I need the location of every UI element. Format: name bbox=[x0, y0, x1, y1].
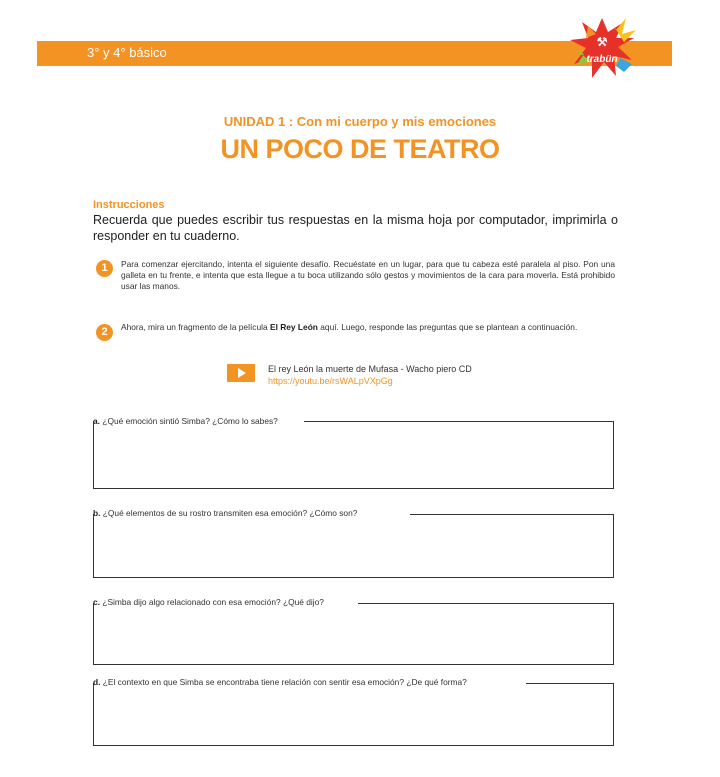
question-c-text: ¿Simba dijo algo relacionado con esa emoción? ¿Qué dijo? bbox=[102, 597, 324, 607]
step-number-2: 2 bbox=[96, 324, 113, 341]
question-b-letter: b. bbox=[93, 508, 101, 518]
question-a-letter: a. bbox=[93, 416, 100, 426]
answer-box-d[interactable] bbox=[93, 683, 614, 746]
answer-box-c[interactable] bbox=[93, 603, 614, 665]
logo-text: trabün bbox=[586, 54, 618, 65]
question-c-letter: c. bbox=[93, 597, 100, 607]
step-text-1: Para comenzar ejercitando, intenta el siguiente desafío. Recuéstate en un lugar, para que tu cabeza esté paralela al piso. Pon una galleta en tu frente, e intenta que esta llegue a tu boca utilizando sólo gestos y movimientos de la cara para moverla. Está prohibido usar las manos. bbox=[121, 259, 615, 291]
step-number-1: 1 bbox=[96, 260, 113, 277]
question-d-letter: d. bbox=[93, 677, 101, 687]
svg-text:⚒: ⚒ bbox=[596, 35, 608, 49]
video-link[interactable]: https://youtu.be/rsWALpVXpGg bbox=[268, 376, 393, 386]
movie-title: El Rey León bbox=[269, 322, 318, 332]
question-b-text: ¿Qué elementos de su rostro transmiten esa emoción? ¿Cómo son? bbox=[102, 508, 358, 518]
video-title: El rey León la muerte de Mufasa - Wacho piero CD bbox=[268, 364, 472, 374]
step-2-text-after: aquí. Luego, responde las preguntas que se plantean a continuación. bbox=[317, 322, 578, 332]
question-a-text: ¿Qué emoción sintió Simba? ¿Cómo lo sabes? bbox=[102, 416, 278, 426]
step-text-2 bbox=[121, 322, 615, 333]
answer-box-a[interactable] bbox=[93, 421, 614, 489]
answer-box-b[interactable] bbox=[93, 514, 614, 578]
question-d-text: ¿El contexto en que Simba se encontraba tiene relación con sentir esa emoción? ¿De qué forma? bbox=[102, 677, 467, 687]
instructions-text: Recuerda que puedes escribir tus respuestas en la misma hoja por computador, imprimirla o responder en tu cuaderno. bbox=[93, 213, 618, 243]
step-2-text-before: Ahora, mira un fragmento de la película bbox=[121, 322, 270, 332]
play-icon[interactable] bbox=[227, 364, 255, 382]
trabun-logo bbox=[566, 14, 638, 84]
page-title: UN POCO DE TEATRO bbox=[220, 134, 500, 164]
instructions-heading: Instrucciones bbox=[93, 199, 165, 211]
unit-label: UNIDAD 1 : Con mi cuerpo y mis emociones bbox=[223, 114, 497, 129]
grade-label: 3° y 4° básico bbox=[87, 45, 167, 60]
